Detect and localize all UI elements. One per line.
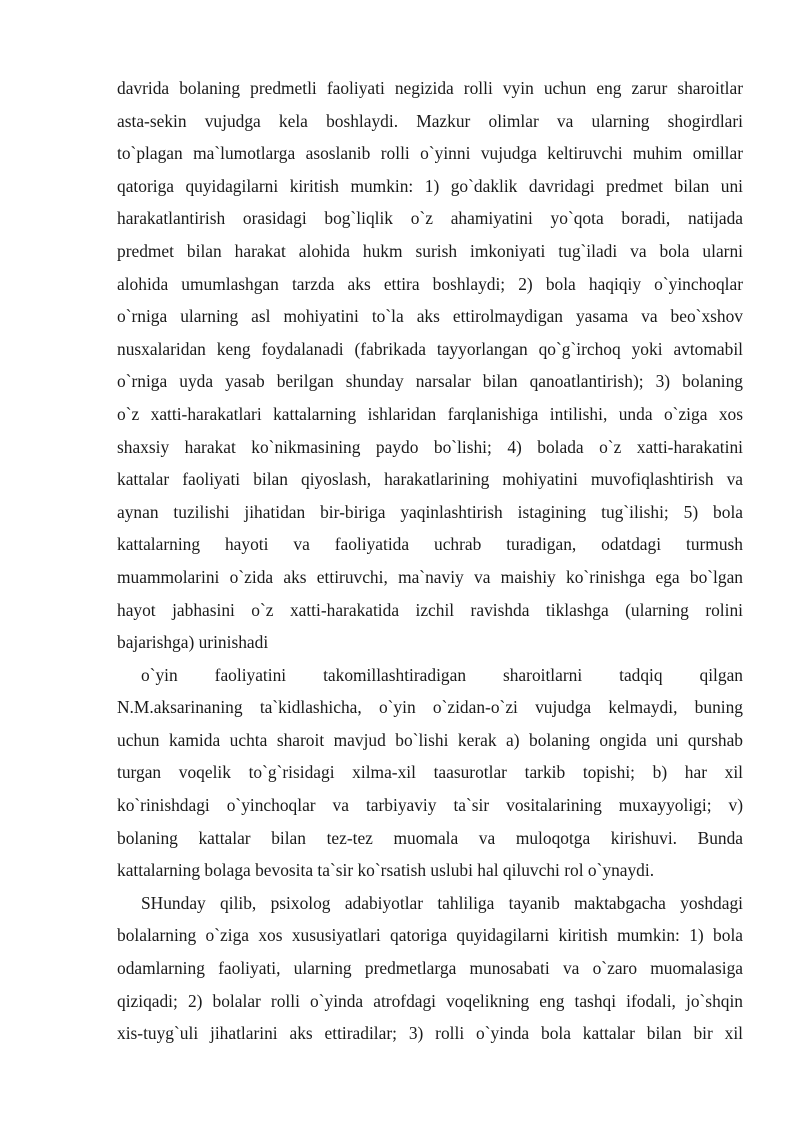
text-line: kattalar faoliyati bilan qiyoslash, harakatlarining mohiyatini muvofiqlashtirish va	[117, 469, 743, 490]
text-line: bajarishga) urinishadi	[117, 632, 269, 653]
text-line: SHunday qilib, psixolog adabiyotlar tahliliga tayanib maktabgacha yoshdagi	[141, 892, 743, 913]
text-line: o`rniga ularning asl mohiyatini to`la aks ettirolmaydigan yasama va beo`xshov	[117, 306, 743, 327]
text-line: o`z xatti-harakatlari kattalarning ishlaridan farqlanishiga intilishi, unda o`ziga xos	[117, 403, 743, 424]
text-line: aynan tuzilishi jihatidan bir-biriga yaqinlashtirish istagining tug`ilishi; 5) bola	[117, 501, 743, 522]
paragraph-p1	[117, 72, 743, 659]
text-line: odamlarning faoliyati, ularning predmetlarga munosabati va o`zaro muomalasiga	[117, 958, 743, 979]
text-line: xis-tuyg`uli jihatlarini aks ettiradilar; 3) rolli o`yinda bola kattalar bilan bir xil	[117, 1023, 743, 1044]
text-line: kattalarning bolaga bevosita ta`sir ko`rsatish uslubi hal qiluvchi rol o`ynaydi.	[117, 860, 655, 881]
text-line: predmet bilan harakat alohida hukm surish imkoniyati tug`iladi va bola ularni	[117, 240, 743, 261]
text-line: kattalarning hayoti va faoliyatida uchrab turadigan, odatdagi turmush	[117, 534, 743, 555]
text-line: qiziqadi; 2) bolalar rolli o`yinda atrofdagi voqelikning eng tashqi ifodali, jo`shqin	[117, 990, 743, 1011]
text-line: nusxalaridan keng foydalanadi (fabrikada tayyorlangan qo`g`irchoq yoki avtomabil	[117, 338, 743, 359]
text-line: turgan voqelik to`g`risidagi xilma-xil taasurotlar tarkib topishi; b) har xil	[117, 762, 743, 783]
text-line: o`yin faoliyatini takomillashtiradigan sharoitlarni tadqiq qilgan	[141, 664, 743, 685]
text-line: shaxsiy harakat ko`nikmasining paydo bo`lishi; 4) bolada o`z xatti-harakatini	[117, 436, 743, 457]
text-line: muammolarini o`zida aks ettiruvchi, ma`naviy va maishiy ko`rinishga ega bo`lgan	[117, 566, 743, 587]
text-line: qatoriga quyidagilarni kiritish mumkin: 1) go`daklik davridagi predmet bilan uni	[117, 175, 743, 196]
text-line: hayot jabhasini o`z xatti-harakatida izchil ravishda tiklashga (ularning rolini	[117, 599, 743, 620]
text-line: bolalarning o`ziga xos xususiyatlari qatoriga quyidagilarni kiritish mumkin: 1) bola	[117, 925, 743, 946]
text-line: alohida umumlashgan tarzda aks ettira boshlaydi; 2) bola haqiqiy o`yinchoqlar	[117, 273, 743, 294]
text-line: davrida bolaning predmetli faoliyati negizida rolli vyin uchun eng zarur sharoitlar	[117, 78, 743, 98]
text-line: N.M.aksarinaning ta`kidlashicha, o`yin o`zidan-o`zi vujudga kelmaydi, buning	[117, 697, 743, 718]
text-line: o`rniga uyda yasab berilgan shunday narsalar bilan qanoatlantirish); 3) bolaning	[117, 371, 743, 392]
document-body	[117, 72, 743, 1050]
text-line: ko`rinishdagi o`yinchoqlar va tarbiyaviy ta`sir vositalarining muxayyoligi; v)	[117, 795, 743, 816]
paragraph-p3	[117, 887, 743, 1050]
paragraph-p2	[117, 659, 743, 887]
text-line: asta-sekin vujudga kela boshlaydi. Mazkur olimlar va ularning shogirdlari	[117, 110, 743, 131]
text-line: to`plagan ma`lumotlarga asoslanib rolli o`yinni vujudga keltiruvchi muhim omillar	[117, 143, 743, 164]
text-line: bolaning kattalar bilan tez-tez muomala va muloqotga kirishuvi. Bunda	[117, 827, 743, 848]
text-line: uchun kamida uchta sharoit mavjud bo`lishi kerak a) bolaning ongida uni qurshab	[117, 729, 743, 750]
text-line: harakatlantirish orasidagi bog`liqlik o`z ahamiyatini yo`qota boradi, natijada	[117, 208, 743, 229]
